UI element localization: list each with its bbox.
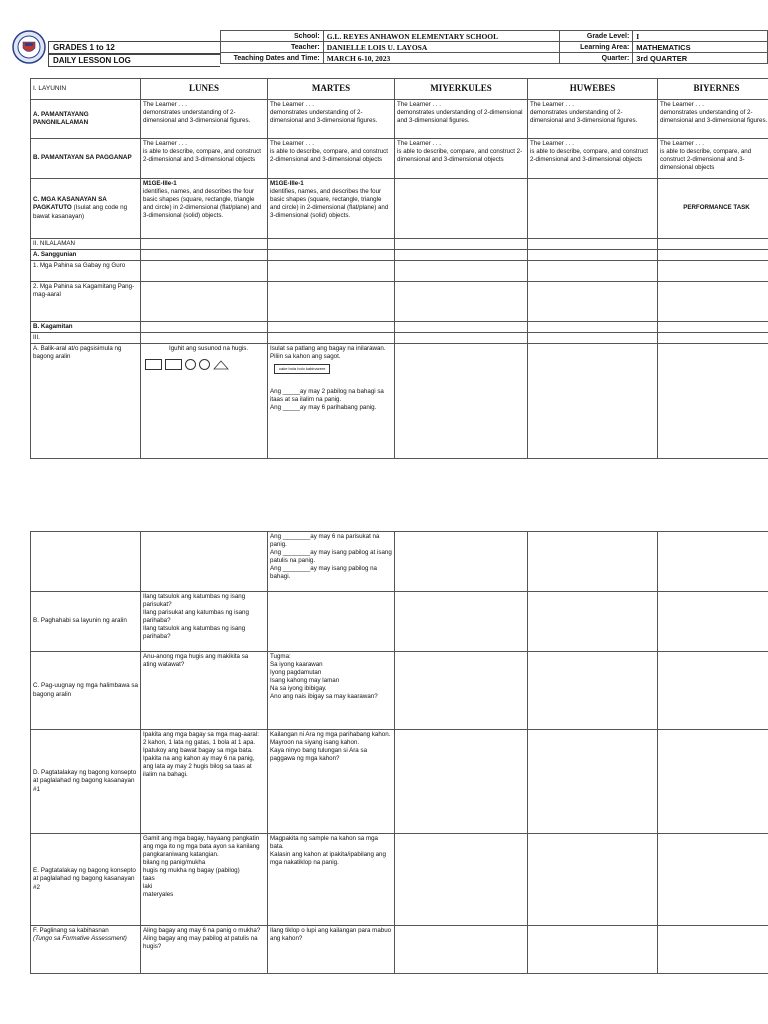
cell-c-huwebes: [528, 179, 658, 239]
cell-empty: [268, 333, 395, 344]
cell-empty: [268, 322, 395, 333]
cell-empty: [395, 239, 528, 250]
cell-empty: [395, 333, 528, 344]
cell-pagtatalakay-2-lunes: Gamit ang mga bagay, hayaang pangkatin ang mga ito ng mga bata ayon sa kanilang pangkaraniwang katangian. bilang ng panig/mukha hugis ng mukha ng bagay (pabilog) taas laki materyales: [141, 834, 268, 926]
cell-empty: [268, 592, 395, 652]
triangle-shape-icon: [213, 360, 229, 370]
day-header-miyerkules: MIYERKULES: [395, 79, 528, 100]
competency-text: identifies, names, and describes the four basic shapes (square, rectangle, triangle and circle) in 2-dimensional (flat/plane) and 3-dimensional (solid) objects.: [270, 188, 389, 220]
cell-empty: [31, 532, 141, 592]
cell-empty: [395, 592, 528, 652]
cell-c-biyernes-performance-task: PERFORMANCE TASK: [658, 179, 768, 239]
cell-empty: [268, 261, 395, 282]
cell-empty: [528, 261, 658, 282]
teaching-dates-label: Teaching Dates and Time:: [221, 53, 324, 64]
cell-empty: [141, 239, 268, 250]
competency-text: identifies, names, and describes the four basic shapes (square, rectangle, triangle and circle) in 2-dimensional (flat/plane) and 3-dimensional (solid) objects.: [143, 188, 262, 220]
cell-empty: [395, 282, 528, 322]
lesson-log-table-page-2: [30, 531, 768, 974]
square-shape-icon: [145, 359, 162, 370]
cell-empty: [395, 344, 528, 459]
cell-empty: [658, 652, 768, 730]
cell-pag-uugnay-lunes: Anu-anong mga hugis ang makikita sa ating watawat?: [141, 652, 268, 730]
row-label-pagtatalakay-2: E. Pagtatalakay ng bagong konsepto at paglalahad ng bagong kasanayan #2: [31, 834, 141, 926]
teacher-label: Teacher:: [221, 42, 324, 53]
row-label-pag-uugnay: C. Pag-uugnay ng mga halimbawa sa bagong aralin: [31, 652, 141, 730]
cell-empty: [528, 322, 658, 333]
cell-empty: [658, 926, 768, 974]
cell-empty: [395, 926, 528, 974]
quarter-label: Quarter:: [559, 53, 632, 64]
cell-empty: [528, 532, 658, 592]
day-header-biyernes: BIYERNES: [658, 79, 768, 100]
cell-empty: [141, 261, 268, 282]
row-label-pamantayan-sa-pagganap: B. PAMANTAYAN SA PAGGANAP: [31, 139, 141, 179]
day-header-huwebes: HUWEBES: [528, 79, 658, 100]
cell-c-miyerkules: [395, 179, 528, 239]
cell-empty: [658, 592, 768, 652]
day-header-martes: MARTES: [268, 79, 395, 100]
cell-empty: [528, 652, 658, 730]
row-label-balik-aral: A. Balik-aral at/o pagsisimula ng bagong aralin: [31, 344, 141, 459]
row-label-iii: III.: [31, 333, 141, 344]
cell-pagtatalakay-1-lunes: Ipakita ang mga bagay sa mga mag-aaral: 2 kahon, 1 lata ng gatas, 1 bola at 1 apa. Ipatukoy ang bawat bagay sa mga bata. Ipakita na ang kahon ay may 6 na panig, ang lata ay may 2 hugis bilog sa taas at ilalim na bahagi.: [141, 730, 268, 834]
day-header-lunes: LUNES: [141, 79, 268, 100]
circle-shape-icon: [199, 359, 210, 370]
cell-empty: [528, 333, 658, 344]
cell-empty: [528, 344, 658, 459]
cell-empty: [141, 322, 268, 333]
square-shape-icon: [165, 359, 182, 370]
row-label-sanggunian: A. Sanggunian: [31, 250, 141, 261]
cell-a-miyerkules: The Learner . . . demonstrates understanding of 2-dimensional and 3-dimensional figures.: [395, 100, 528, 139]
school-label: School:: [221, 31, 324, 42]
cell-empty: [141, 333, 268, 344]
cell-empty: [528, 239, 658, 250]
grade-level-value: I: [633, 31, 768, 42]
cell-empty: [141, 282, 268, 322]
cell-c-lunes: [141, 179, 268, 239]
quarter-value: 3rd QUARTER: [633, 53, 768, 64]
cell-empty: [658, 730, 768, 834]
paglinang-note: (Tungo sa Formative Assessment): [33, 935, 127, 943]
shape-pattern: [143, 353, 265, 370]
circle-shape-icon: [185, 359, 196, 370]
row-label-pamantayang-pangnilalaman: A. PAMANTAYANG PANGNILALAMAN: [31, 100, 141, 139]
draw-next-shape-instruction: Iguhit ang susunod na hugis.: [169, 345, 249, 353]
cell-empty: [658, 250, 768, 261]
grade-level-label: Grade Level:: [559, 31, 632, 42]
header-title-block: [48, 30, 220, 66]
cell-empty: [528, 730, 658, 834]
cell-empty: [658, 322, 768, 333]
cell-b-lunes: The Learner . . . is able to describe, compare, and construct 2-dimensional and 3-dimensional objects: [141, 139, 268, 179]
cell-pag-uugnay-martes: Tugma: Sa iyong kaarawan Iyong pagdamutan Isang kahong may laman Na sa iyong ibibigay. Ano ang nais ibigay sa may kaarawan?: [268, 652, 395, 730]
fill-in-blanks: Ang _____ay may 2 pabilog na bahagi sa itaas at sa ilalim na panig. Ang _____ay may 6 parihabang panig.: [270, 387, 384, 411]
cell-empty: [268, 250, 395, 261]
row-label-gabay-ng-guro: 1. Mga Pahina sa Gabay ng Guro: [31, 261, 141, 282]
header-meta-table: [220, 30, 768, 64]
daily-lesson-log-title: DAILY LESSON LOG: [48, 54, 220, 67]
cell-balik-lunes: [141, 344, 268, 459]
cell-empty: [141, 532, 268, 592]
teaching-dates-value: MARCH 6-10, 2023: [323, 53, 559, 64]
cell-empty: [658, 282, 768, 322]
teacher-value: DANIELLE LOIS U. LAYOSA: [323, 42, 559, 53]
competency-code: M1GE-IIIe-1: [143, 180, 177, 187]
grades-title: GRADES 1 to 12: [48, 41, 220, 54]
school-value: G.L. REYES ANHAWON ELEMENTARY SCHOOL: [323, 31, 559, 42]
cell-paghahabi-lunes: Ilang tatsulok ang katumbas ng isang parisukat? Ilang parisukat ang katumbas ng isang parihaba? Ilang tatsulok ang katumbas ng isang parihaba?: [141, 592, 268, 652]
cell-balik-martes: [268, 344, 395, 459]
row-label-nilalaman: II. NILALAMAN: [31, 239, 141, 250]
row-label-kagamitan: B. Kagamitan: [31, 322, 141, 333]
cell-empty: [658, 333, 768, 344]
cell-paglinang-lunes: Aling bagay ang may 6 na panig o mukha? Aling bagay ang may pabilog at patulis na hugis?: [141, 926, 268, 974]
cell-empty: [395, 834, 528, 926]
row-label-kagamitang-pang-mag-aaral: 2. Mga Pahina sa Kagamitang Pang-mag-aaral: [31, 282, 141, 322]
row-label-kasanayan: [31, 179, 141, 239]
row-label-paghahabi: B. Paghahabi sa layunin ng aralin: [31, 592, 141, 652]
cell-empty: [658, 261, 768, 282]
cell-a-huwebes: The Learner . . . demonstrates understanding of 2-dimensional and 3-dimensional figures.: [528, 100, 658, 139]
cell-paglinang-martes: Ilang tiklop o lupi ang kailangan para mabuo ang kahon?: [268, 926, 395, 974]
lesson-log-table-page-1: [30, 78, 768, 459]
layunin-header: I. LAYUNIN: [31, 79, 141, 100]
cell-empty: [268, 282, 395, 322]
cell-b-biyernes: The Learner . . . is able to describe, compare, and construct 2-dimensional and 3-dimensional objects: [658, 139, 768, 179]
row-label-pagtatalakay-1: D. Pagtatalakay ng bagong konsepto at paglalahad ng bagong kasanayan #1: [31, 730, 141, 834]
cell-empty: [528, 834, 658, 926]
header: [10, 30, 768, 66]
cell-empty: [268, 239, 395, 250]
cell-continued-martes: Ang ________ay may 6 na parisukat na panig. Ang ________ay may isang pabilog at isang patulis na panig. Ang ________ay may isang pabilog na bahagi.: [268, 532, 395, 592]
cell-empty: [528, 926, 658, 974]
cell-empty: [528, 282, 658, 322]
cell-pagtatalakay-2-martes: Magpakita ng sample na kahon sa mga bata. Kalasin ang kahon at ipakita/ipabilang ang mga nakatiklop na panig.: [268, 834, 395, 926]
cell-empty: [658, 239, 768, 250]
kasanayan-note: (Isulat ang code ng bawat kasanayan): [33, 204, 128, 220]
cell-empty: [395, 261, 528, 282]
paglinang-title: F. Paglinang sa kabihasnan: [33, 927, 109, 934]
learning-area-label: Learning Area:: [559, 42, 632, 53]
cell-b-miyerkules: The Learner . . . is able to describe, compare, and construct 2-dimensional and 3-dimensional objects: [395, 139, 528, 179]
cell-c-martes: [268, 179, 395, 239]
cell-a-martes: The Learner . . . demonstrates understanding of 2-dimensional and 3-dimensional figures.: [268, 100, 395, 139]
describe-instruction: Isulat sa patlang ang bagay na inilarawan. Piliin sa kahon ang sagot.: [270, 345, 386, 361]
learning-area-value: MATHEMATICS: [633, 42, 768, 53]
cell-empty: [395, 322, 528, 333]
kasanayan-title: C. MGA KASANAYAN SA PAGKATUTO: [33, 196, 107, 212]
cell-a-biyernes: The Learner . . . demonstrates understanding of 2-dimensional and 3-dimensional figures.: [658, 100, 768, 139]
cell-empty: [658, 532, 768, 592]
cell-b-martes: The Learner . . . is able to describe, compare, and construct 2-dimensional and 3-dimensional objects: [268, 139, 395, 179]
deped-seal-icon: [12, 30, 46, 64]
cell-empty: [528, 592, 658, 652]
cell-pagtatalakay-1-martes: Kailangan ni Ara ng mga parihabang kahon. Mayroon na siyang isang kahon. Kaya ninyo bang tulungan si Ara sa paggawa ng mga kahon?: [268, 730, 395, 834]
cell-empty: [395, 730, 528, 834]
cell-empty: [395, 652, 528, 730]
row-label-paglinang: [31, 926, 141, 974]
cell-empty: [658, 834, 768, 926]
cell-empty: [528, 250, 658, 261]
competency-code: M1GE-IIIe-1: [270, 180, 304, 187]
cell-a-lunes: The Learner . . . demonstrates understanding of 2-dimensional and 3-dimensional figures.: [141, 100, 268, 139]
cell-empty: [395, 532, 528, 592]
cell-empty: [141, 250, 268, 261]
cell-empty: [395, 250, 528, 261]
cell-empty: [658, 344, 768, 459]
answer-choices-box: cake bola holo kabinazere: [274, 364, 330, 373]
cell-b-huwebes: The Learner . . . is able to describe, compare, and construct 2-dimensional and 3-dimensional objects: [528, 139, 658, 179]
